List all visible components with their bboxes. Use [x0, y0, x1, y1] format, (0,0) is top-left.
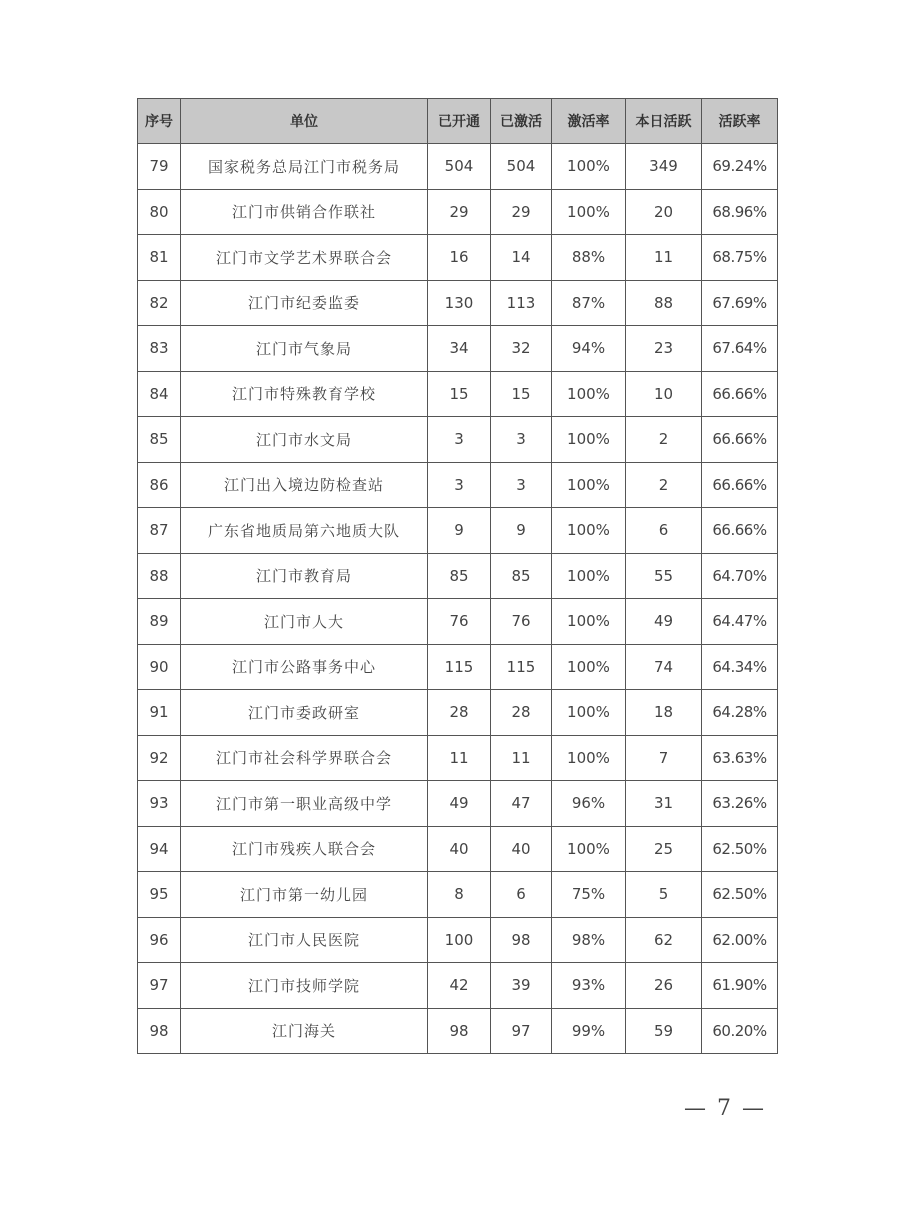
- row-opened: 28: [428, 690, 491, 736]
- row-index: 84: [138, 371, 181, 417]
- row-unit: 江门市第一幼儿园: [181, 872, 428, 918]
- row-activation-rate: 93%: [552, 963, 626, 1009]
- row-activated: 9: [491, 508, 552, 554]
- row-index: 92: [138, 735, 181, 781]
- row-activation-rate: 100%: [552, 644, 626, 690]
- row-activated: 3: [491, 462, 552, 508]
- row-index: 79: [138, 144, 181, 190]
- table-row: [138, 917, 778, 963]
- row-daily-active: 74: [626, 644, 702, 690]
- row-activated: 15: [491, 371, 552, 417]
- row-activation-rate: 75%: [552, 872, 626, 918]
- row-opened: 98: [428, 1008, 491, 1054]
- row-activated: 115: [491, 644, 552, 690]
- row-index: 96: [138, 917, 181, 963]
- row-activation-rate: 87%: [552, 280, 626, 326]
- table-row: [138, 326, 778, 372]
- row-index: 85: [138, 417, 181, 463]
- row-daily-active: 59: [626, 1008, 702, 1054]
- row-active-rate: 68.75%: [702, 235, 778, 281]
- row-activation-rate: 99%: [552, 1008, 626, 1054]
- table-row: [138, 690, 778, 736]
- row-opened: 16: [428, 235, 491, 281]
- row-activation-rate: 100%: [552, 417, 626, 463]
- row-active-rate: 64.70%: [702, 553, 778, 599]
- page-number: — 7 —: [684, 1096, 766, 1121]
- row-unit: 国家税务总局江门市税务局: [181, 144, 428, 190]
- table-row: [138, 963, 778, 1009]
- row-unit: 江门市纪委监委: [181, 280, 428, 326]
- row-daily-active: 31: [626, 781, 702, 827]
- table-row: [138, 599, 778, 645]
- row-unit: 江门市公路事务中心: [181, 644, 428, 690]
- row-unit: 广东省地质局第六地质大队: [181, 508, 428, 554]
- row-active-rate: 64.28%: [702, 690, 778, 736]
- row-activated: 40: [491, 826, 552, 872]
- row-activated: 504: [491, 144, 552, 190]
- row-active-rate: 69.24%: [702, 144, 778, 190]
- row-opened: 49: [428, 781, 491, 827]
- row-index: 82: [138, 280, 181, 326]
- header-activation-rate: 激活率: [552, 99, 626, 144]
- table-row: [138, 1008, 778, 1054]
- activity-table: [137, 98, 778, 1054]
- table-row: [138, 872, 778, 918]
- row-daily-active: 18: [626, 690, 702, 736]
- row-unit: 江门市人大: [181, 599, 428, 645]
- row-opened: 504: [428, 144, 491, 190]
- row-activated: 3: [491, 417, 552, 463]
- row-daily-active: 25: [626, 826, 702, 872]
- row-daily-active: 5: [626, 872, 702, 918]
- row-active-rate: 66.66%: [702, 508, 778, 554]
- row-index: 93: [138, 781, 181, 827]
- row-index: 90: [138, 644, 181, 690]
- row-activated: 113: [491, 280, 552, 326]
- row-unit: 江门市气象局: [181, 326, 428, 372]
- row-activated: 32: [491, 326, 552, 372]
- row-index: 80: [138, 189, 181, 235]
- row-index: 87: [138, 508, 181, 554]
- row-active-rate: 67.64%: [702, 326, 778, 372]
- row-opened: 3: [428, 417, 491, 463]
- row-active-rate: 68.96%: [702, 189, 778, 235]
- row-unit: 江门市人民医院: [181, 917, 428, 963]
- row-index: 81: [138, 235, 181, 281]
- row-active-rate: 64.34%: [702, 644, 778, 690]
- row-activated: 85: [491, 553, 552, 599]
- header-activated: 已激活: [491, 99, 552, 144]
- row-active-rate: 62.00%: [702, 917, 778, 963]
- row-unit: 江门出入境边防检查站: [181, 462, 428, 508]
- row-opened: 100: [428, 917, 491, 963]
- row-active-rate: 66.66%: [702, 371, 778, 417]
- row-activated: 97: [491, 1008, 552, 1054]
- row-activated: 98: [491, 917, 552, 963]
- row-activated: 6: [491, 872, 552, 918]
- row-activated: 11: [491, 735, 552, 781]
- table-row: [138, 462, 778, 508]
- row-unit: 江门市特殊教育学校: [181, 371, 428, 417]
- row-index: 83: [138, 326, 181, 372]
- row-unit: 江门市委政研室: [181, 690, 428, 736]
- row-opened: 8: [428, 872, 491, 918]
- row-index: 88: [138, 553, 181, 599]
- row-activated: 39: [491, 963, 552, 1009]
- table-row: [138, 553, 778, 599]
- row-daily-active: 20: [626, 189, 702, 235]
- row-index: 94: [138, 826, 181, 872]
- header-active-rate: 活跃率: [702, 99, 778, 144]
- row-daily-active: 55: [626, 553, 702, 599]
- header-unit: 单位: [181, 99, 428, 144]
- row-active-rate: 64.47%: [702, 599, 778, 645]
- row-daily-active: 6: [626, 508, 702, 554]
- table-row: [138, 371, 778, 417]
- row-activated: 14: [491, 235, 552, 281]
- table-row: [138, 280, 778, 326]
- row-activation-rate: 100%: [552, 735, 626, 781]
- row-activation-rate: 98%: [552, 917, 626, 963]
- row-opened: 40: [428, 826, 491, 872]
- row-opened: 29: [428, 189, 491, 235]
- row-activation-rate: 100%: [552, 144, 626, 190]
- table-row: [138, 417, 778, 463]
- row-activation-rate: 100%: [552, 508, 626, 554]
- row-unit: 江门市技师学院: [181, 963, 428, 1009]
- row-active-rate: 63.63%: [702, 735, 778, 781]
- row-activation-rate: 100%: [552, 189, 626, 235]
- row-unit: 江门海关: [181, 1008, 428, 1054]
- row-activated: 28: [491, 690, 552, 736]
- row-daily-active: 2: [626, 417, 702, 463]
- row-activated: 76: [491, 599, 552, 645]
- row-active-rate: 61.90%: [702, 963, 778, 1009]
- row-opened: 34: [428, 326, 491, 372]
- table-body: [138, 144, 778, 1054]
- row-opened: 42: [428, 963, 491, 1009]
- row-opened: 15: [428, 371, 491, 417]
- row-opened: 9: [428, 508, 491, 554]
- row-index: 97: [138, 963, 181, 1009]
- table-row: [138, 644, 778, 690]
- row-daily-active: 49: [626, 599, 702, 645]
- row-daily-active: 2: [626, 462, 702, 508]
- row-index: 91: [138, 690, 181, 736]
- row-active-rate: 62.50%: [702, 872, 778, 918]
- row-activation-rate: 100%: [552, 462, 626, 508]
- row-unit: 江门市水文局: [181, 417, 428, 463]
- row-unit: 江门市第一职业高级中学: [181, 781, 428, 827]
- header-daily-active: 本日活跃: [626, 99, 702, 144]
- row-activation-rate: 100%: [552, 826, 626, 872]
- row-activation-rate: 100%: [552, 553, 626, 599]
- row-daily-active: 349: [626, 144, 702, 190]
- row-opened: 115: [428, 644, 491, 690]
- row-activation-rate: 100%: [552, 371, 626, 417]
- row-activation-rate: 94%: [552, 326, 626, 372]
- row-opened: 76: [428, 599, 491, 645]
- row-opened: 85: [428, 553, 491, 599]
- row-opened: 3: [428, 462, 491, 508]
- table-row: [138, 144, 778, 190]
- header-opened: 已开通: [428, 99, 491, 144]
- row-activation-rate: 100%: [552, 599, 626, 645]
- row-daily-active: 26: [626, 963, 702, 1009]
- row-index: 95: [138, 872, 181, 918]
- row-unit: 江门市社会科学界联合会: [181, 735, 428, 781]
- table-header-row: [138, 99, 778, 144]
- table-row: [138, 189, 778, 235]
- row-active-rate: 66.66%: [702, 417, 778, 463]
- table-row: [138, 235, 778, 281]
- row-activation-rate: 96%: [552, 781, 626, 827]
- row-daily-active: 7: [626, 735, 702, 781]
- row-unit: 江门市教育局: [181, 553, 428, 599]
- row-index: 89: [138, 599, 181, 645]
- row-active-rate: 67.69%: [702, 280, 778, 326]
- table-row: [138, 781, 778, 827]
- row-daily-active: 11: [626, 235, 702, 281]
- row-index: 98: [138, 1008, 181, 1054]
- row-daily-active: 88: [626, 280, 702, 326]
- row-activation-rate: 88%: [552, 235, 626, 281]
- row-active-rate: 63.26%: [702, 781, 778, 827]
- row-active-rate: 62.50%: [702, 826, 778, 872]
- row-unit: 江门市文学艺术界联合会: [181, 235, 428, 281]
- row-daily-active: 10: [626, 371, 702, 417]
- row-active-rate: 66.66%: [702, 462, 778, 508]
- row-daily-active: 23: [626, 326, 702, 372]
- row-daily-active: 62: [626, 917, 702, 963]
- row-active-rate: 60.20%: [702, 1008, 778, 1054]
- table-row: [138, 826, 778, 872]
- table-row: [138, 508, 778, 554]
- row-unit: 江门市供销合作联社: [181, 189, 428, 235]
- row-opened: 11: [428, 735, 491, 781]
- row-activated: 47: [491, 781, 552, 827]
- table-row: [138, 735, 778, 781]
- row-unit: 江门市残疾人联合会: [181, 826, 428, 872]
- row-activated: 29: [491, 189, 552, 235]
- row-index: 86: [138, 462, 181, 508]
- header-index: 序号: [138, 99, 181, 144]
- row-activation-rate: 100%: [552, 690, 626, 736]
- row-opened: 130: [428, 280, 491, 326]
